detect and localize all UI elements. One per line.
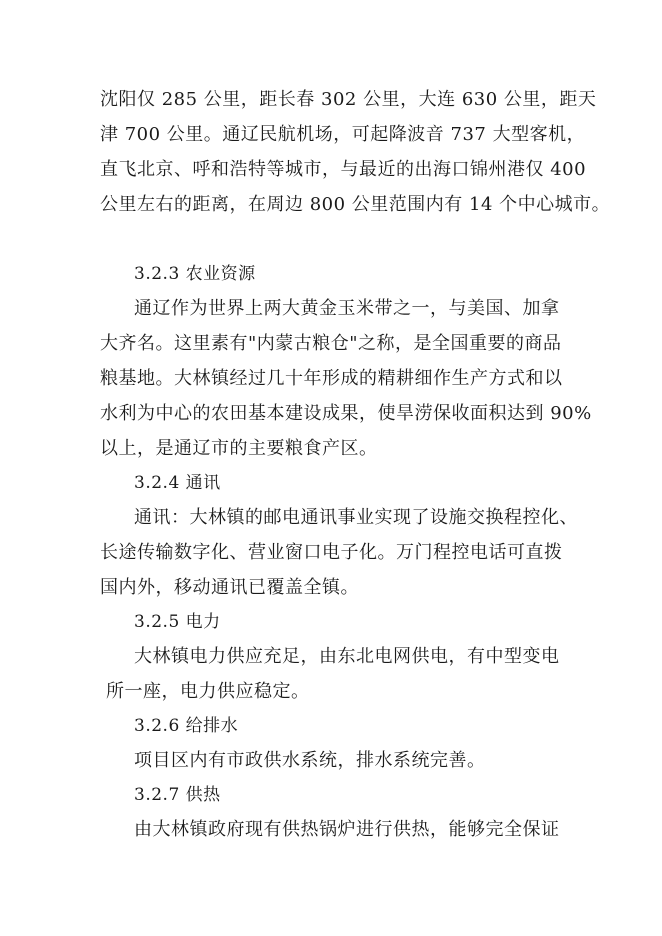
- agriculture-line-3: 粮基地。大林镇经过几十年形成的精耕细作生产方式和以: [100, 368, 563, 389]
- agriculture-line-2: 大齐名。这里素有"内蒙古粮仓"之称，是全国重要的商品: [100, 333, 562, 354]
- communication-line-1: 通讯：大林镇的邮电通讯事业实现了设施交换程控化、: [134, 507, 578, 528]
- communication-line-2: 长途传输数字化、营业窗口电子化。万门程控电话可直拨: [100, 542, 563, 563]
- intro-line-4: 公里左右的距离，在周边 800 公里范围内有 14 个中心城市。: [100, 194, 611, 215]
- intro-line-1: 沈阳仅 285 公里，距长春 302 公里，大连 630 公里，距天: [100, 89, 597, 110]
- intro-line-2: 津 700 公里。通辽民航机场，可起降波音 737 大型客机，: [100, 124, 586, 145]
- agriculture-line-1: 通辽作为世界上两大黄金玉米带之一，与美国、加拿: [134, 298, 560, 319]
- intro-line-3: 直飞北京、呼和浩特等城市，与最近的出海口锦州港仅 400: [100, 159, 587, 180]
- section-heading-water: 3.2.6 给排水: [134, 716, 239, 736]
- section-heading-heating: 3.2.7 供热: [134, 785, 221, 805]
- power-line-1: 大林镇电力供应充足，由东北电网供电，有中型变电: [134, 646, 560, 667]
- section-heading-communication: 3.2.4 通讯: [134, 473, 221, 493]
- agriculture-line-4: 水利为中心的农田基本建设成果，使旱涝保收面积达到 90%: [100, 403, 592, 424]
- water-line-1: 项目区内有市政供水系统，排水系统完善。: [134, 750, 486, 771]
- section-heading-agriculture: 3.2.3 农业资源: [134, 264, 256, 284]
- agriculture-line-5: 以上，是通辽市的主要粮食产区。: [100, 438, 378, 459]
- heating-line-1: 由大林镇政府现有供热锅炉进行供热，能够完全保证: [134, 819, 560, 840]
- power-line-2: 所一座，电力供应稳定。: [106, 681, 310, 702]
- communication-line-3: 国内外，移动通讯已覆盖全镇。: [100, 577, 359, 598]
- section-heading-power: 3.2.5 电力: [134, 612, 221, 632]
